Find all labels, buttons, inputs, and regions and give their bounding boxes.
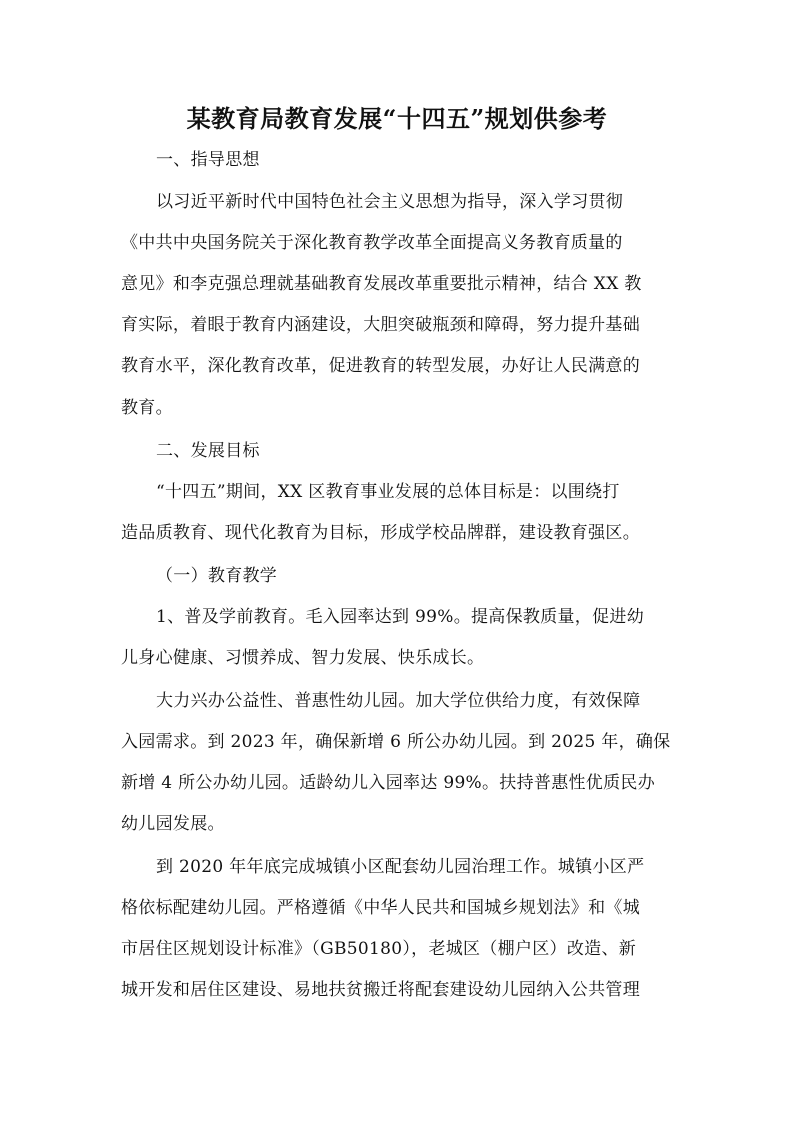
paragraph-line: 城开发和居住区建设、易地扶贫搬迁将配套建设幼儿园纳入公共管理 [121, 980, 640, 1000]
paragraph-line: 格依标配建幼儿园。严格遵循《中华人民共和国城乡规划法》和《城 [121, 898, 640, 918]
subsection-heading-education-teaching: （一）教育教学 [156, 566, 278, 586]
paragraph-line: 幼儿园发展。 [121, 814, 225, 834]
paragraph-line: 意见》和李克强总理就基础教育发展改革重要批示精神，结合 XX 教 [121, 274, 642, 294]
paragraph-line: 育实际，着眼于教育内涵建设，大胆突破瓶颈和障碍，努力提升基础 [121, 315, 640, 335]
paragraph-line: “十四五”期间，XX 区教育事业发展的总体目标是：以围绕打 [156, 482, 620, 502]
paragraph-line: 大力兴办公益性、普惠性幼儿园。加大学位供给力度，有效保障 [156, 691, 641, 711]
document-title: 某教育局教育发展“十四五”规划供参考 [186, 104, 608, 133]
paragraph-line: 市居住区规划设计标准》（GB50180），老城区（棚户区）改造、新 [121, 939, 637, 959]
section-heading-guiding-ideology: 一、指导思想 [156, 150, 260, 170]
paragraph-line: 造品质教育、现代化教育为目标，形成学校品牌群，建设教育强区。 [121, 523, 640, 543]
paragraph-line: 教育水平，深化教育改革，促进教育的转型发展，办好让人民满意的 [121, 356, 640, 376]
paragraph-line: 新增 4 所公办幼儿园。适龄幼儿入园率达 99%。扶持普惠性优质民办 [121, 773, 656, 793]
paragraph-line: 《中共中央国务院关于深化教育教学改革全面提高义务教育质量的 [121, 233, 623, 253]
section-heading-development-goals: 二、发展目标 [156, 441, 260, 461]
paragraph-line: 入园需求。到 2023 年，确保新增 6 所公办幼儿园。到 2025 年，确保 [121, 732, 671, 752]
paragraph-line: 教育。 [121, 398, 173, 418]
paragraph-line: 儿身心健康、习惯养成、智力发展、快乐成长。 [121, 648, 485, 668]
paragraph-line: 以习近平新时代中国特色社会主义思想为指导，深入学习贯彻 [156, 192, 624, 212]
paragraph-line: 到 2020 年年底完成城镇小区配套幼儿园治理工作。城镇小区严 [156, 857, 645, 877]
paragraph-line: 1、普及学前教育。毛入园率达到 99%。提高保教质量，促进幼 [156, 607, 645, 627]
